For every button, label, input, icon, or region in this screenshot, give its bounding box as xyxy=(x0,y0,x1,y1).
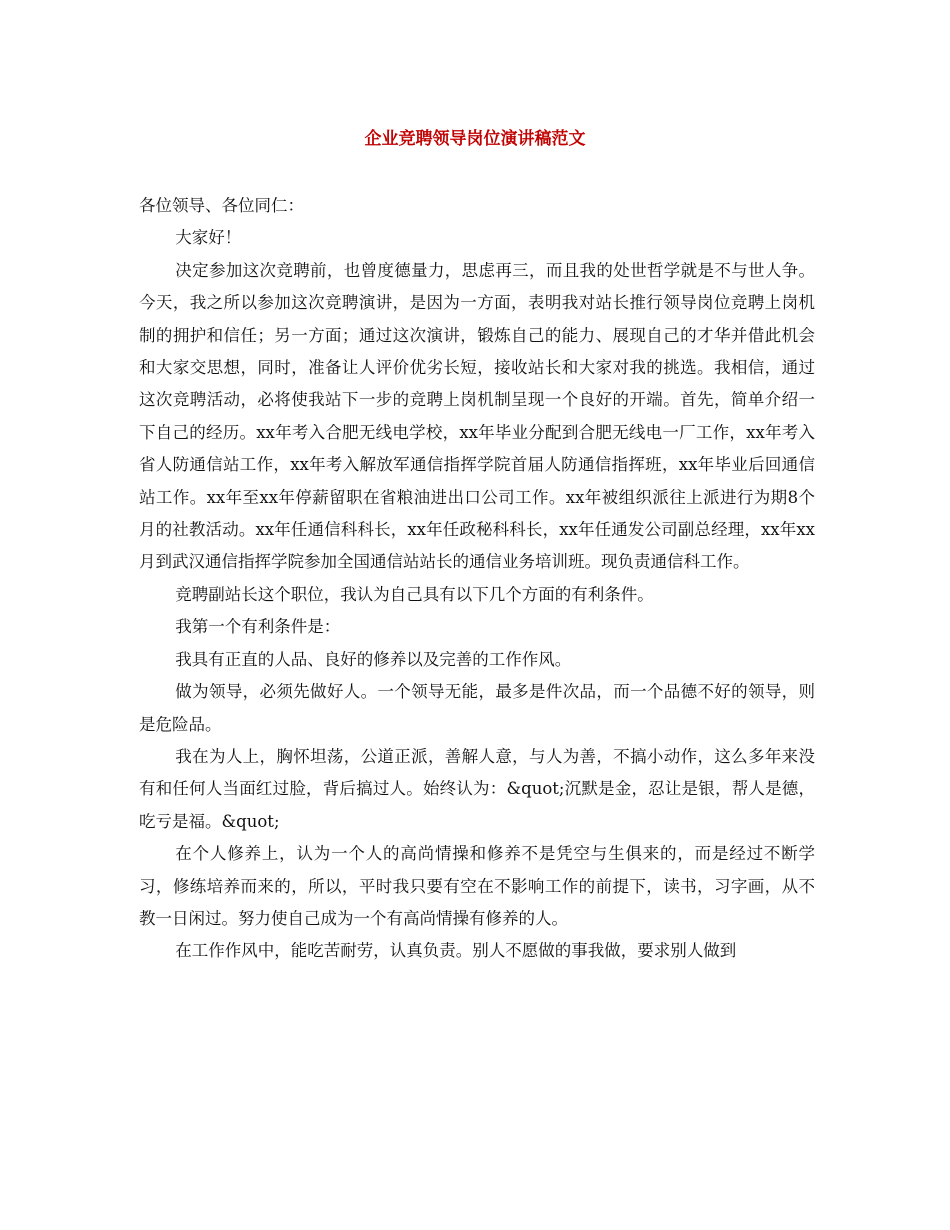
paragraph-character: 我具有正直的人品、良好的修养以及完善的工作作风。 xyxy=(175,649,572,669)
salutation: 各位领导、各位同仁： xyxy=(139,196,304,215)
document-body xyxy=(139,190,815,968)
document-title: 企业竞聘领导岗位演讲稿范文 xyxy=(364,129,586,149)
paragraph-leadership: 做为领导，必须先做好人。一个领导无能，最多是件次品，而一个品德不好的领导，则是危险品。 xyxy=(139,682,815,734)
paragraph-conditions-intro: 竞聘副站长这个职位，我认为自己具有以下几个方面的有利条件。 xyxy=(175,584,654,604)
paragraph-cultivation: 在个人修养上，认为一个人的高尚情操和修养不是凭空与生俱来的，而是经过不断学习，修练培养而来的，所以，平时我只要有空在不影响工作的前提下，读书，习字画，从不教一日闲过。努力使自己成为一个有高尚情操有修养的人。 xyxy=(139,844,815,928)
paragraph-conduct: 我在为人上，胸怀坦荡，公道正派，善解人意，与人为善，不搞小动作，这么多年来没有和任何人当面红过脸，背后搞过人。始终认为：&quot;沉默是金，忍让是银，帮人是德，吃亏是福。&quot; xyxy=(139,746,815,831)
paragraph-background: 决定参加这次竞聘前，也曾度德量力，思虑再三，而且我的处世哲学就是不与世人争。今天，我之所以参加这次竞聘演讲，是因为一方面，表明我对站长推行领导岗位竞聘上岗机制的拥护和信任；另一方面；通过这次演讲，锻炼自己的能力、展现自己的才华并借此机会和大家交思想，同时，准备让人评价优劣长短，接收站长和大家对我的挑选。我相信，通过这次竞聘活动，必将使我站下一步的竞聘上岗机制呈现一个良好的开端。首先，简单介绍一下自己的经历。xx年考入合肥无线电学校，xx年毕业分配到合肥无线电一厂工作，xx年考入省人防通信站工作，xx年考入解放军通信指挥学院首届人防通信指挥班，xx年毕业后回通信站工作。xx年至xx年停薪留职在省粮油进出口公司工作。xx年被组织派往上派进行为期8个月的社教活动。xx年任通信科科长，xx年任政秘科科长，xx年任通发公司副总经理，xx年xx月到武汉通信指挥学院参加全国通信站站长的通信业务培训班。现负责通信科工作。 xyxy=(139,260,815,572)
paragraph-greeting: 大家好！ xyxy=(175,228,242,248)
paragraph-work-style: 在工作作风中，能吃苦耐劳，认真负责。别人不愿做的事我做，要求别人做到 xyxy=(175,941,737,961)
paragraph-first-condition: 我第一个有利条件是： xyxy=(175,617,341,637)
